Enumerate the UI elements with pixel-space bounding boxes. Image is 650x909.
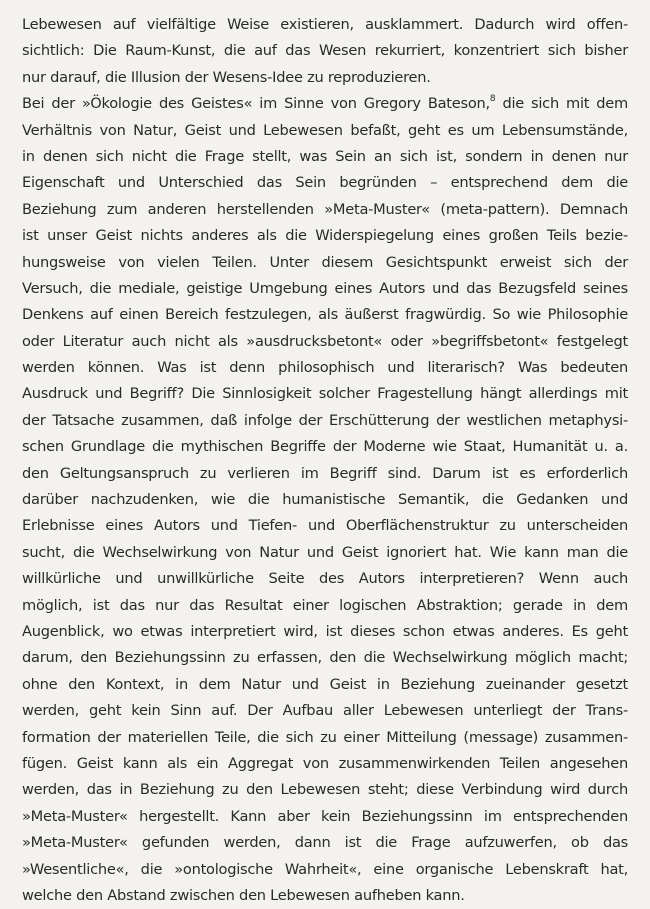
line-text: ohne den Kontext, in dem Natur und Geist in Beziehung zueinander gesetzt xyxy=(22,675,628,693)
text-line xyxy=(22,593,628,619)
line-text: oder Literatur auch nicht als »ausdrucksbetont« oder »begriffsbetont« festgelegt xyxy=(22,332,628,350)
line-text: nur darauf, die Illusion der Wesens-Idee zu reproduzieren. xyxy=(22,68,431,86)
line-text: in denen sich nicht die Frage stellt, was Sein an sich ist, sondern in denen nur xyxy=(22,147,628,165)
line-text: hungsweise von vielen Teilen. Unter diesem Gesichtspunkt erweist sich der xyxy=(22,253,628,271)
line-text: »Meta-Muster« hergestellt. Kann aber kein Beziehungssinn im entsprechenden xyxy=(22,807,628,825)
text-line xyxy=(22,725,628,751)
text-line xyxy=(22,461,628,487)
text-line xyxy=(22,883,628,909)
line-text: der Tatsache zusammen, daß infolge der Erschütterung der westlichen metaphysi- xyxy=(22,411,628,429)
text-line xyxy=(22,540,628,566)
text-line xyxy=(22,355,628,381)
text-line xyxy=(22,65,628,91)
text-line xyxy=(22,513,628,539)
line-text: werden können. Was ist denn philosophisch und literarisch? Was bedeuten xyxy=(22,359,628,377)
text-line xyxy=(22,830,628,856)
text-line xyxy=(22,566,628,592)
text-line xyxy=(22,329,628,355)
text-line xyxy=(22,250,628,276)
line-text: »Meta-Muster« gefunden werden, dann ist die Frage aufzuwerfen, ob das xyxy=(22,834,628,852)
line-text: formation der materiellen Teile, die sich zu einer Mitteilung (message) zusammen- xyxy=(22,728,628,746)
line-text: sucht, die Wechselwirkung von Natur und Geist ignoriert hat. Wie kann man die xyxy=(22,543,628,561)
footnote-marker: 8 xyxy=(489,93,496,104)
line-text: Ausdruck und Begriff? Die Sinnlosigkeit solcher Fragestellung hängt allerdings mit xyxy=(22,385,628,403)
text-line xyxy=(22,487,628,513)
text-line xyxy=(22,302,628,328)
text-line xyxy=(22,118,628,144)
line-text: Augenblick, wo etwas interpretiert wird, ist dieses schon etwas anderes. Es geht xyxy=(22,622,628,640)
line-text: ist unser Geist nichts anderes als die Widerspiegelung eines großen Teils bezie- xyxy=(22,227,628,245)
text-line xyxy=(22,777,628,803)
line-text: Eigenschaft und Unterschied das Sein begründen – entsprechend dem die xyxy=(22,174,628,192)
text-line xyxy=(22,276,628,302)
text-line xyxy=(22,698,628,724)
line-text: Lebewesen auf vielfältige Weise existieren, ausklammert. Dadurch wird offen- xyxy=(22,16,628,33)
line-text: sichtlich: Die Raum-Kunst, die auf das Wesen rekurriert, konzentriert sich bisher xyxy=(22,42,628,60)
line-text: fügen. Geist kann als ein Aggregat von zusammenwirkenden Teilen angesehen xyxy=(22,754,628,772)
text-line xyxy=(22,672,628,698)
text-line xyxy=(22,619,628,645)
text-line xyxy=(22,381,628,407)
text-line xyxy=(22,38,628,64)
line-text-continued: die sich mit dem xyxy=(495,95,628,113)
text-line xyxy=(22,751,628,777)
text-line xyxy=(22,91,628,117)
line-text: werden, geht kein Sinn auf. Der Aufbau aller Lebewesen unterliegt der Trans- xyxy=(22,702,628,720)
line-text: »Wesentliche«, die »ontologische Wahrheit«, eine organische Lebenskraft hat, xyxy=(22,860,628,878)
text-line xyxy=(22,223,628,249)
text-line xyxy=(22,408,628,434)
line-text: Beziehung zum anderen herstellenden »Meta-Muster« (meta-pattern). Demnach xyxy=(22,200,628,218)
line-text: den Geltungsanspruch zu verlieren im Begriff sind. Darum ist es erforderlich xyxy=(22,464,628,482)
line-text: Bei der »Ökologie des Geistes« im Sinne von Gregory Bateson, xyxy=(22,95,490,113)
line-text: darüber nachzudenken, wie die humanistische Semantik, die Gedanken und xyxy=(22,491,628,509)
body-text xyxy=(22,12,628,909)
text-line xyxy=(22,434,628,460)
line-text: Denkens auf einen Bereich festzulegen, als äußerst fragwürdig. So wie Philosophie xyxy=(22,306,628,324)
line-text: werden, das in Beziehung zu den Lebewesen steht; diese Verbindung wird durch xyxy=(22,781,628,799)
text-line xyxy=(22,197,628,223)
line-text: willkürliche und unwillkürliche Seite des Autors interpretieren? Wenn auch xyxy=(22,570,628,588)
text-line xyxy=(22,170,628,196)
line-text: möglich, ist das nur das Resultat einer logischen Abstraktion; gerade in dem xyxy=(22,596,628,614)
text-line xyxy=(22,144,628,170)
line-text: darum, den Beziehungssinn zu erfassen, den die Wechselwirkung möglich macht; xyxy=(22,649,628,667)
line-text: Verhältnis von Natur, Geist und Lebewesen befaßt, geht es um Lebensumstände, xyxy=(22,121,628,139)
text-line xyxy=(22,804,628,830)
line-text: Erlebnisse eines Autors und Tiefen- und Oberflächenstruktur zu unterscheiden xyxy=(22,517,628,535)
line-text: Versuch, die mediale, geistige Umgebung eines Autors und das Bezugsfeld seines xyxy=(22,279,628,297)
text-line xyxy=(22,12,628,38)
line-text: schen Grundlage die mythischen Begriffe der Moderne wie Staat, Humanität u. a. xyxy=(22,438,628,456)
text-line xyxy=(22,645,628,671)
line-text: welche den Abstand zwischen den Lebewesen aufheben kann. xyxy=(22,886,465,904)
